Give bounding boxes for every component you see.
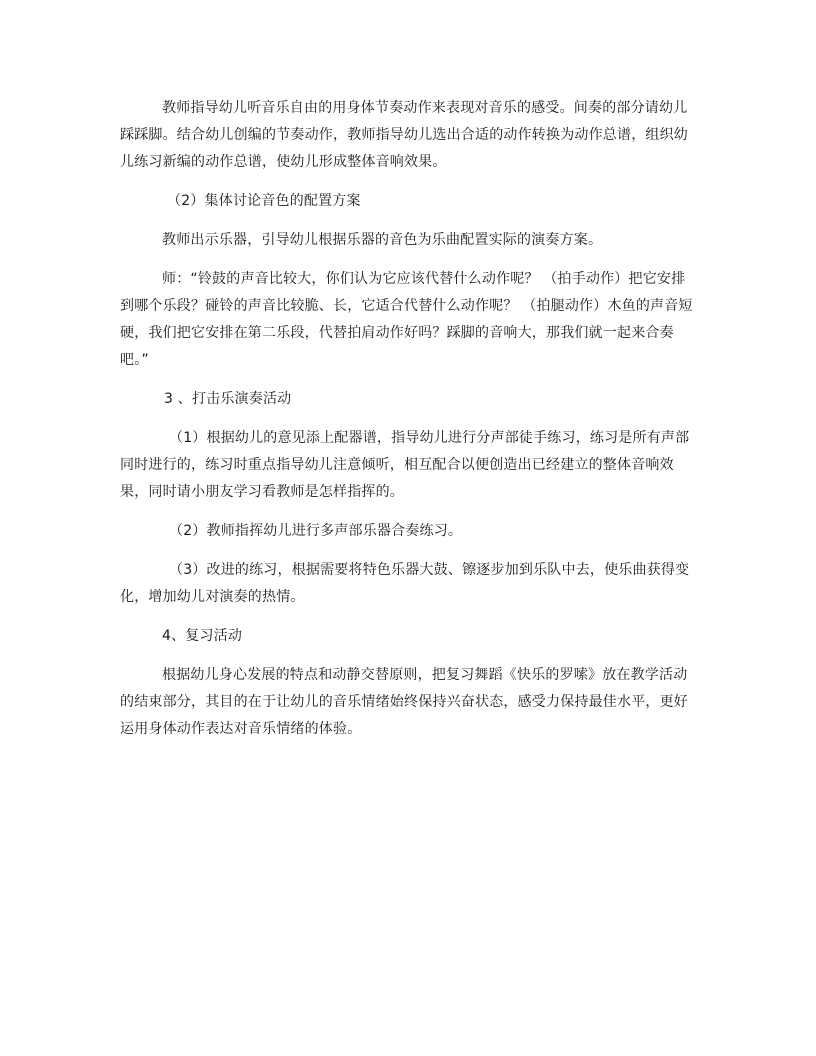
paragraph-body-movement: 教师指导幼儿听音乐自由的用身体节奏动作来表现对音乐的感受。间奏的部分请幼儿踩踩脚。结合幼儿创编的节奏动作，教师指导幼儿选出合适的动作转换为动作总谱，组织幼儿练习新编的动作总谱，使幼儿形成整体音响效果。 (120, 100, 688, 170)
paragraph-show-instruments: 教师出示乐器，引导幼儿根据乐器的音色为乐曲配置实际的演奏方案。 (162, 232, 603, 248)
paragraph-review-dance: 根据幼儿身心发展的特点和动静交替原则，把复习舞蹈《快乐的罗嗦》放在教学活动的结束部分，其目的在于让幼儿的音乐情绪始终保持兴奋状态，感受力保持最佳水平，更好运用身体动作表达对音乐情绪的体验。 (120, 667, 688, 737)
heading-timbre-discussion: （2）集体讨论音色的配置方案 (167, 193, 361, 209)
document-page (120, 95, 695, 743)
paragraph-step-2: （2）教师指挥幼儿进行多声部乐器合奏练习。 (169, 523, 463, 539)
paragraph-step-3: （3）改进的练习，根据需要将特色乐器大鼓、镲逐步加到乐队中去，使乐曲获得变化，增加幼儿对演奏的热情。 (120, 562, 690, 605)
heading-percussion-activity: 3 、打击乐演奏活动 (164, 391, 292, 407)
paragraph-teacher-dialogue: 师：“铃鼓的声音比较大，你们认为它应该代替什么动作呢？ （拍手动作）把它安排到哪个乐段？碰铃的声音比较脆、长，它适合代替什么动作呢？ （拍腿动作）木鱼的声音短硬，我们把它安排在第二乐段，代替拍肩动作好吗？踩脚的音响大，那我们就一起来合奏吧。” (120, 271, 693, 368)
paragraph-step-1: （1）根据幼儿的意见添上配器谱，指导幼儿进行分声部徒手练习，练习是所有声部同时进行的，练习时重点指导幼儿注意倾听，相互配合以便创造出已经建立的整体音响效果，同时请小朋友学习看教师是怎样指挥的。 (120, 430, 690, 500)
heading-review-activity: 4、复习活动 (162, 628, 243, 644)
